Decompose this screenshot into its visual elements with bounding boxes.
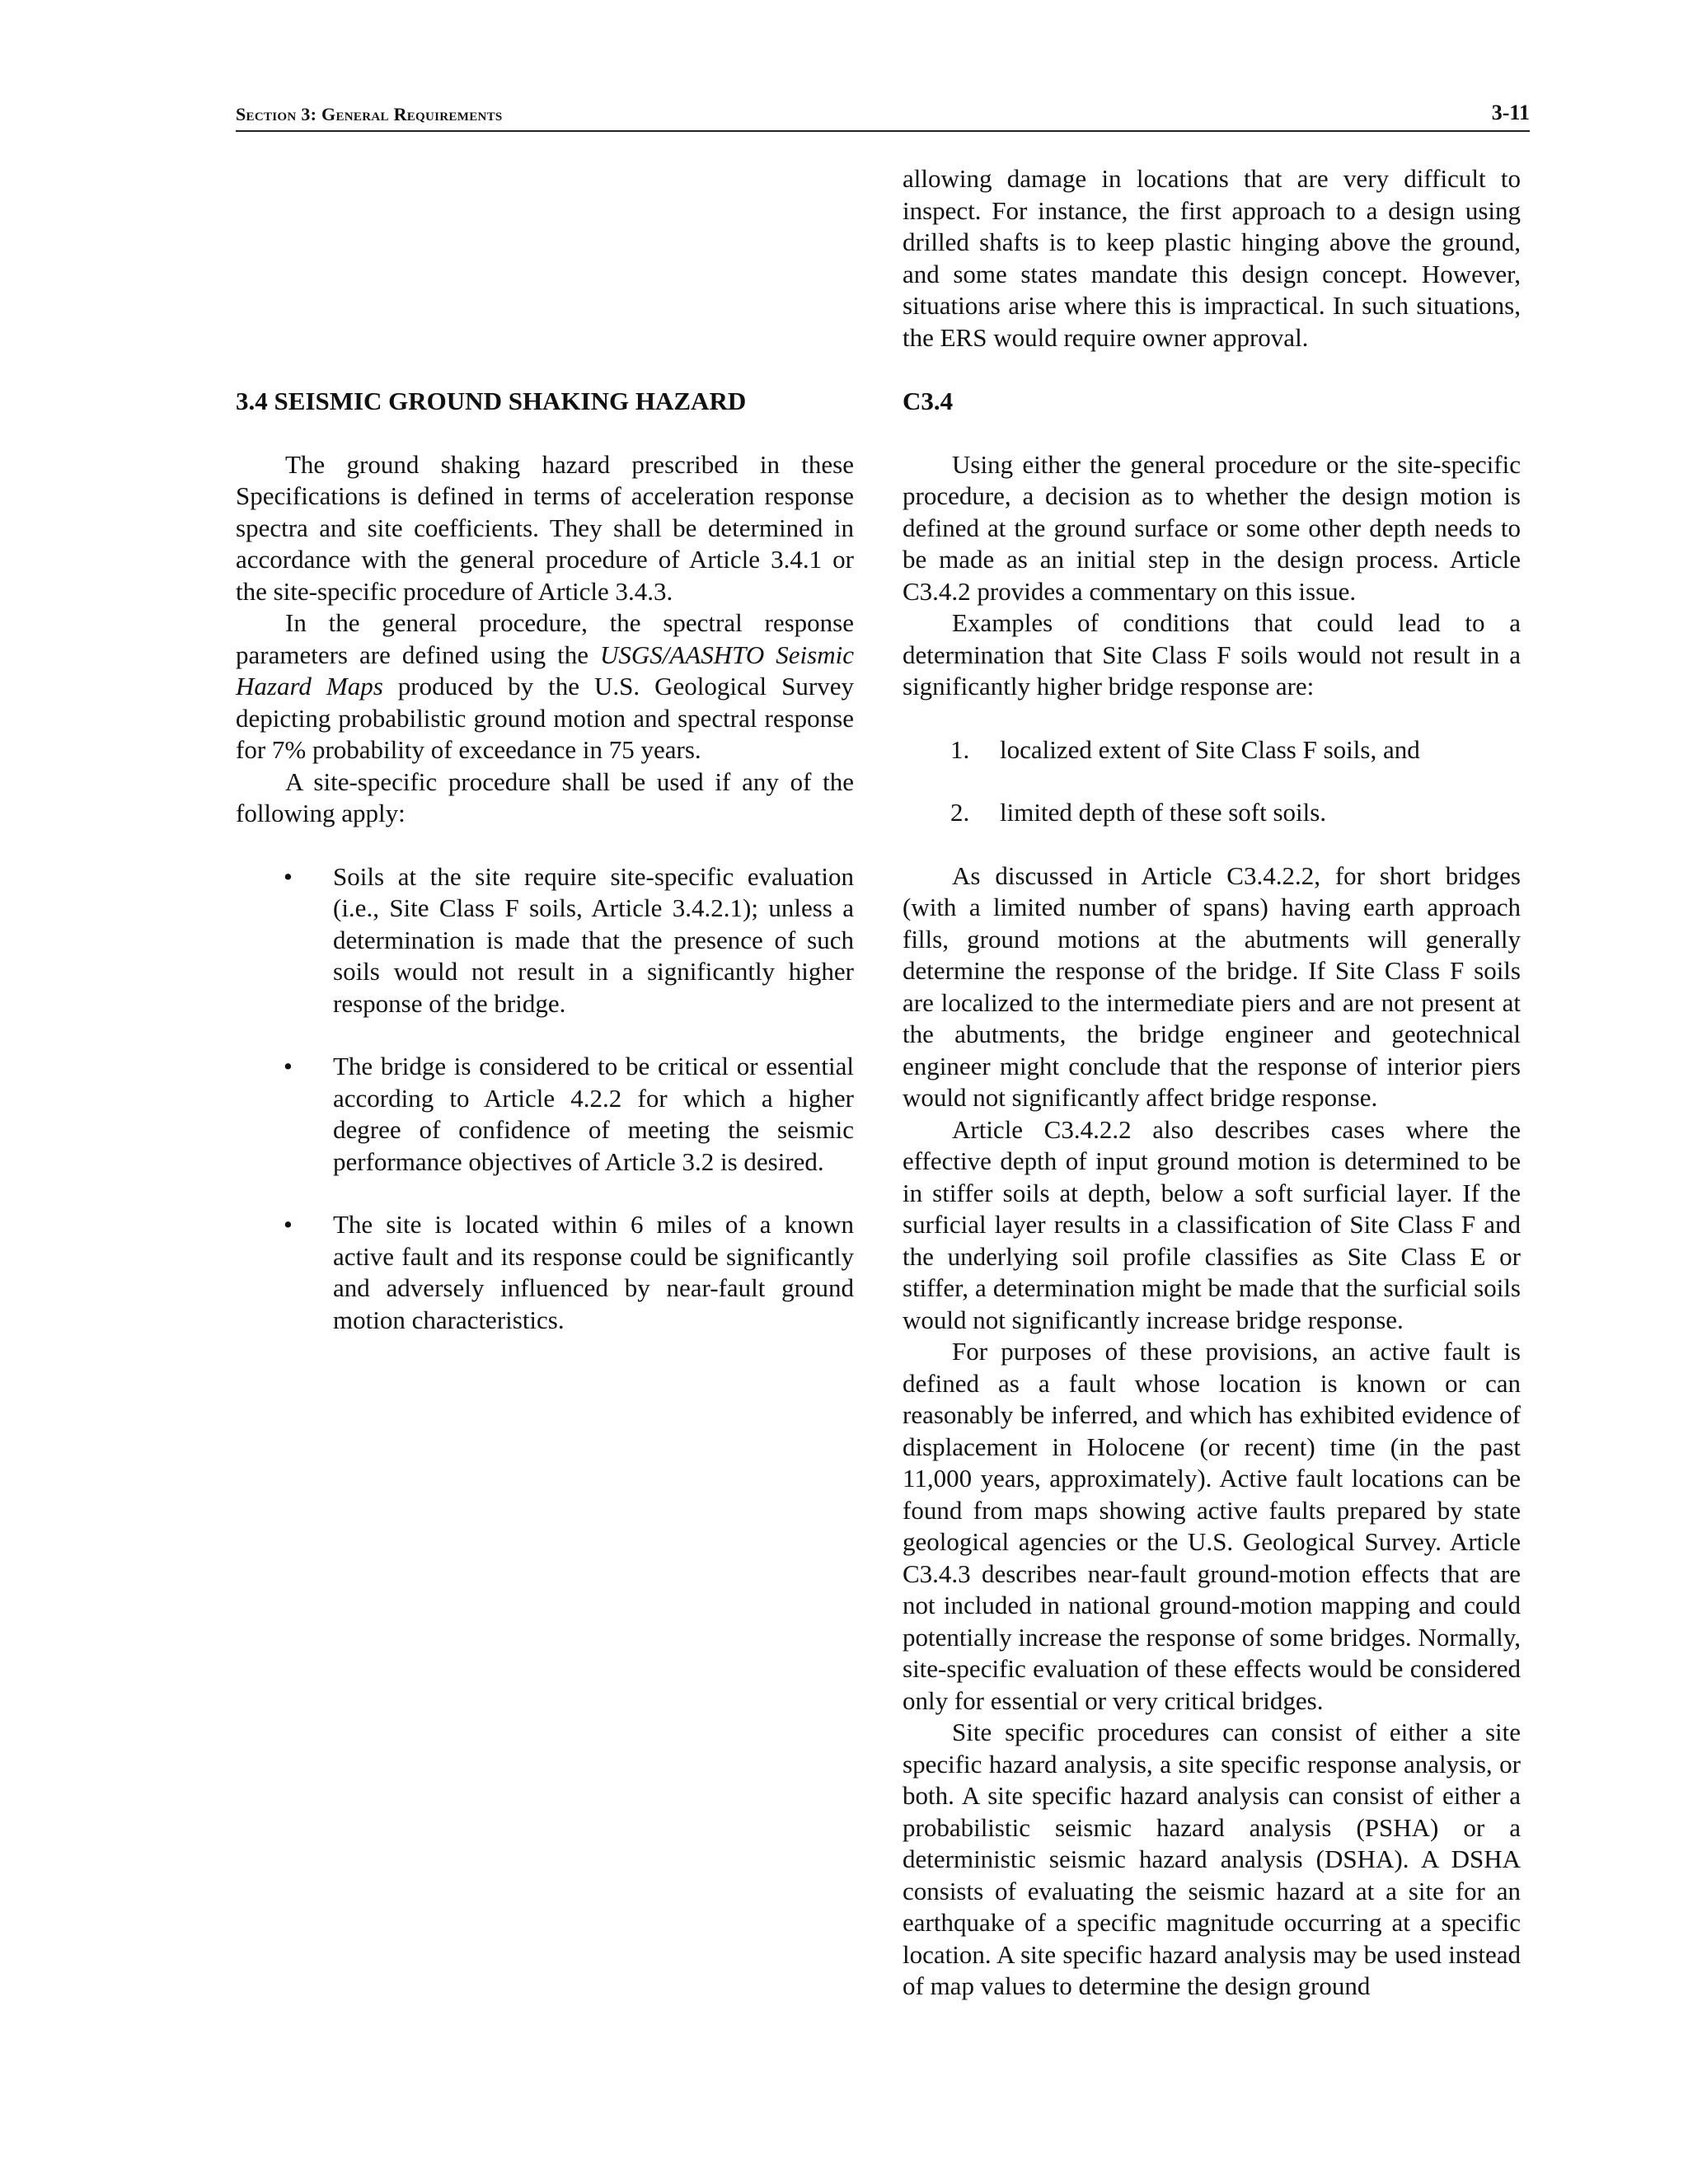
list-item: 1. localized extent of Site Class F soils, and <box>950 734 1420 764</box>
commentary-paragraph-5: For purposes of these provisions, an active fault is defined as a fault whose location is known or can reasonably be inferred, and which has exhibited evidence of displacement in Holocene (or recent) time (in the past 11,000 years, approximately). Active fault locations can be found from maps showing active faults prepared by state geological agencies or the U.S. Geological Survey. Article C3.4.3 describes near-fault ground-motion effects that are not included in national ground-motion mapping and could potentially increase the response of some bridges. Normally, site-specific evaluation of these effects would be considered only for essential or very critical bridges. <box>903 1337 1521 1715</box>
list-item: • The bridge is considered to be critical or essential according to Article 4.2.2 for which a higher degree of confidence of meeting the seismic performance objectives of Article 3.2 is desired. <box>284 1052 854 1176</box>
examples-list <box>903 734 1521 829</box>
spec-paragraph-2: In the general procedure, the spectral response parameters are defined using the USGS/AASHTO Seismic Hazard Maps produced by the U.S. Geological Survey depicting probabilistic ground motion and spectral response for 7% probability of exceedance in 75 years. <box>236 608 854 764</box>
section-heading: 3.4 SEISMIC GROUND SHAKING HAZARD <box>236 387 747 415</box>
spec-paragraph-3: A site-specific procedure shall be used if any of the following apply: <box>236 766 854 827</box>
commentary-heading: C3.4 <box>903 387 954 415</box>
page-header <box>236 99 1530 132</box>
commentary-paragraph-6: Site specific procedures can consist of either a site specific hazard analysis, a site specific response analysis, or both. A site specific hazard analysis can consist of either a probabilistic seismic hazard analysis (PSHA) or a deterministic seismic hazard analysis (DSHA). A DSHA consists of evaluating the seismic hazard at a site for an earthquake of a specific magnitude occurring at a specific location. A site specific hazard analysis may be used instead of map values to determine the design ground <box>903 1718 1521 2000</box>
commentary-paragraph-1: Using either the general procedure or the site-specific procedure, a decision as to whether the design motion is defined at the ground surface or some other depth needs to be made as an initial step in the design process. Article C3.4.2 provides a commentary on this issue. <box>903 449 1521 606</box>
bullet-icon: • <box>284 1052 293 1080</box>
list-item: • Soils at the site require site-specific evaluation (i.e., Site Class F soils, Article 3.4.2.1); unless a determination is made that the presence of such soils would not result in a significantly higher response of the bridge. <box>284 861 854 1018</box>
commentary-continuation <box>903 163 1521 354</box>
commentary-paragraph-3: As discussed in Article C3.4.2.2, for short bridges (with a limited number of spans) having earth approach fills, ground motions at the abutments will generally determine the response of the bridge. If Site Class F soils are localized to the intermediate piers and are not present at the abutments, the bridge engineer and geotechnical engineer might conclude that the response of interior piers would not significantly affect bridge response. <box>903 860 1521 1112</box>
map-title: USGS/AASHTO Seismic Hazard Maps <box>236 640 854 701</box>
list-item: 2. limited depth of these soft soils. <box>950 798 1327 827</box>
continuation-paragraph: allowing damage in locations that are very difficult to inspect. For instance, the first approach to a design using drilled shafts is to keep plastic hinging above the ground, and some states mandate this design concept. However, situations arise where this is impractical. In such situations, the ERS would require owner approval. <box>903 164 1521 352</box>
spec-paragraph-1: The ground shaking hazard prescribed in these Specifications is defined in terms of acceleration response spectra and site coefficients. They shall be determined in accordance with the general procedure of Article 3.4.1 or the site-specific procedure of Article 3.4.3. <box>236 449 854 606</box>
right-column <box>903 386 1521 2003</box>
bullet-icon: • <box>284 1210 293 1239</box>
commentary-paragraph-4: Article C3.4.2.2 also describes cases where the effective depth of input ground motion is determined to be in stiffer soils at depth, below a soft surficial layer. If the surficial layer results in a classification of Site Class F and the underlying soil profile classifies as Site Class E or stiffer, a determination might be made that the surficial soils would not significantly increase bridge response. <box>903 1114 1521 1334</box>
section-title: Section 3: General Requirements <box>236 104 503 124</box>
bullet-icon: • <box>284 861 293 891</box>
list-item: • The site is located within 6 miles of a known active fault and its response could be significantly and adversely influenced by near-fault ground motion characteristics. <box>284 1210 854 1334</box>
page-number: 3-11 <box>1491 101 1530 124</box>
left-column <box>236 386 854 1367</box>
conditions-list <box>236 861 854 1337</box>
commentary-paragraph-2: Examples of conditions that could lead to a determination that Site Class F soils would not result in a significantly higher bridge response are: <box>903 608 1521 701</box>
